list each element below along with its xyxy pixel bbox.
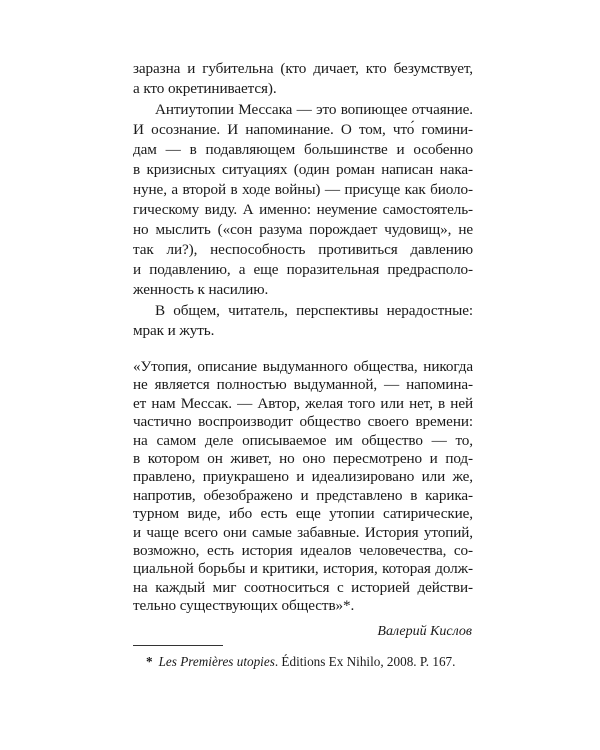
footnote-details: . Éditions Ex Nihilo, 2008. P. 167. [274, 654, 456, 670]
quote-line: «Утопия, описание выдуманного общества, никогда [133, 358, 473, 375]
quote-line: тельно существующих обществ»*. [133, 597, 355, 615]
quote-line: на самом деле описываемое им общество — то, [133, 431, 473, 449]
quote-line: на каждый миг соотноситься с историей действи- [133, 578, 473, 596]
quote-line: ет нам Мессак. — Автор, желая того или нет, в ней [133, 394, 473, 412]
body-text-line: заразна и губительна (кто дичает, кто безумствует, [133, 60, 473, 77]
body-text-line: но мыслить («сон разума порождает чудовищ», не [133, 221, 473, 238]
body-text-line: дам — в подавляющем большинстве и особенно [133, 141, 473, 158]
quote-line: правлено, приукрашено и идеализировано или же, [133, 468, 473, 486]
footnote [146, 653, 455, 671]
quote-line: напротив, обезображено и представлено в карика- [133, 486, 473, 504]
body-text-line: мрак и жуть. [133, 322, 215, 339]
quote-line: частично воспроизводит общество своего времени: [133, 413, 473, 431]
quote-line: циальной борьбы и критики, история, которая долж- [133, 560, 473, 578]
footnote-mark: * [146, 654, 153, 670]
quote-line: турном виде, ибо есть еще утопии сатирические, [133, 505, 473, 523]
body-text-line: а кто окретинивается). [133, 80, 277, 97]
body-text-line: женность к насилию. [133, 281, 269, 298]
body-text-line: гическому виду. А именно: неумение самостоятель- [133, 201, 473, 218]
author-signature: Валерий Кислов [377, 624, 472, 640]
body-text-line: так ли?), неспособность противиться давлению [133, 241, 473, 258]
body-text-line: и подавлению, а еще поразительная предрасполо- [133, 261, 473, 278]
quote-line: и чаще всего они самые забавные. История утопий, [133, 523, 473, 541]
body-text-line: В общем, читатель, перспективы нерадостные: [155, 302, 473, 319]
body-text-line: нуне, а второй в ходе войны) — присуще как биоло- [133, 181, 473, 198]
footnote-title: Les Premières utopies [158, 654, 275, 670]
footnote-divider [133, 645, 223, 646]
quote-line: в котором он живет, но оно пересмотрено и под- [133, 450, 473, 467]
quote-line: не является полностью выдуманной, — напомина- [133, 376, 473, 394]
body-text-line: И осознание. И напоминание. О том, что́ гомини- [133, 121, 473, 138]
body-text-line: в кризисных ситуациях (один роман написан нака- [133, 161, 473, 178]
quote-line: возможно, есть история идеалов человечества, со- [133, 542, 473, 559]
body-text-line: Антиутопии Мессака — это вопиющее отчаяние. [155, 101, 473, 118]
